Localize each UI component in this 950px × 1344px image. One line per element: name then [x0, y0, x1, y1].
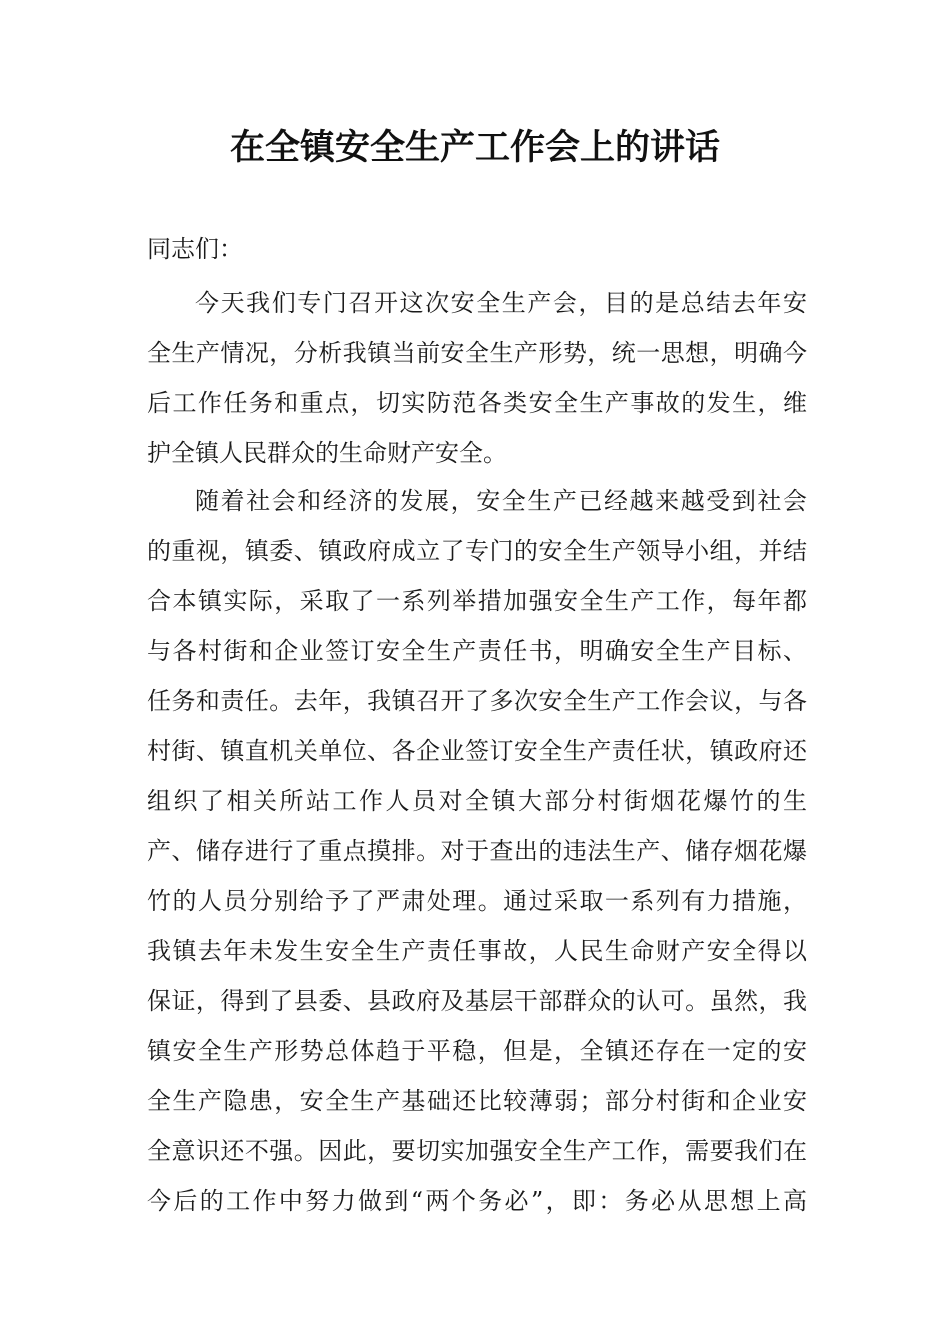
- paragraph-line: 今天我们专门召开这次安全生产会，目的是总结去年安: [195, 289, 807, 317]
- paragraph-line: 后工作任务和重点，切实防范各类安全生产事故的发生，维: [147, 389, 807, 417]
- paragraph-line: 随着社会和经济的发展，安全生产已经越来越受到社会: [195, 487, 807, 515]
- salutation: 同志们：: [147, 235, 243, 263]
- paragraph-line: 合本镇实际，采取了一系列举措加强安全生产工作，每年都: [147, 587, 807, 615]
- paragraph-line: 今后的工作中努力做到“两个务必”，即：务必从思想上高: [147, 1187, 807, 1215]
- paragraph-line: 与各村街和企业签订安全生产责任书，明确安全生产目标、: [147, 637, 807, 665]
- paragraph-line: 全生产隐患，安全生产基础还比较薄弱；部分村街和企业安: [147, 1087, 807, 1115]
- paragraph-line: 保证，得到了县委、县政府及基层干部群众的认可。虽然，我: [147, 987, 807, 1015]
- paragraph-1: [147, 278, 807, 478]
- paragraph-2: [147, 476, 807, 1226]
- paragraph-line: 护全镇人民群众的生命财产安全。: [147, 439, 507, 467]
- paragraph-line: 组织了相关所站工作人员对全镇大部分村街烟花爆竹的生: [147, 787, 807, 815]
- paragraph-line: 任务和责任。去年，我镇召开了多次安全生产工作会议，与各: [147, 687, 807, 715]
- paragraph-line: 竹的人员分别给予了严肃处理。通过采取一系列有力措施，: [147, 887, 807, 915]
- paragraph-line: 的重视，镇委、镇政府成立了专门的安全生产领导小组，并结: [147, 537, 807, 565]
- paragraph-line: 全生产情况，分析我镇当前安全生产形势，统一思想，明确今: [147, 339, 807, 367]
- paragraph-line: 产、储存进行了重点摸排。对于查出的违法生产、储存烟花爆: [147, 837, 807, 865]
- document-title: 在全镇安全生产工作会上的讲话: [229, 127, 720, 168]
- paragraph-line: 我镇去年未发生安全生产责任事故，人民生命财产安全得以: [147, 937, 807, 965]
- paragraph-line: 全意识还不强。因此，要切实加强安全生产工作，需要我们在: [147, 1137, 807, 1165]
- paragraph-line: 镇安全生产形势总体趋于平稳，但是，全镇还存在一定的安: [147, 1037, 807, 1065]
- paragraph-line: 村街、镇直机关单位、各企业签订安全生产责任状，镇政府还: [147, 737, 807, 765]
